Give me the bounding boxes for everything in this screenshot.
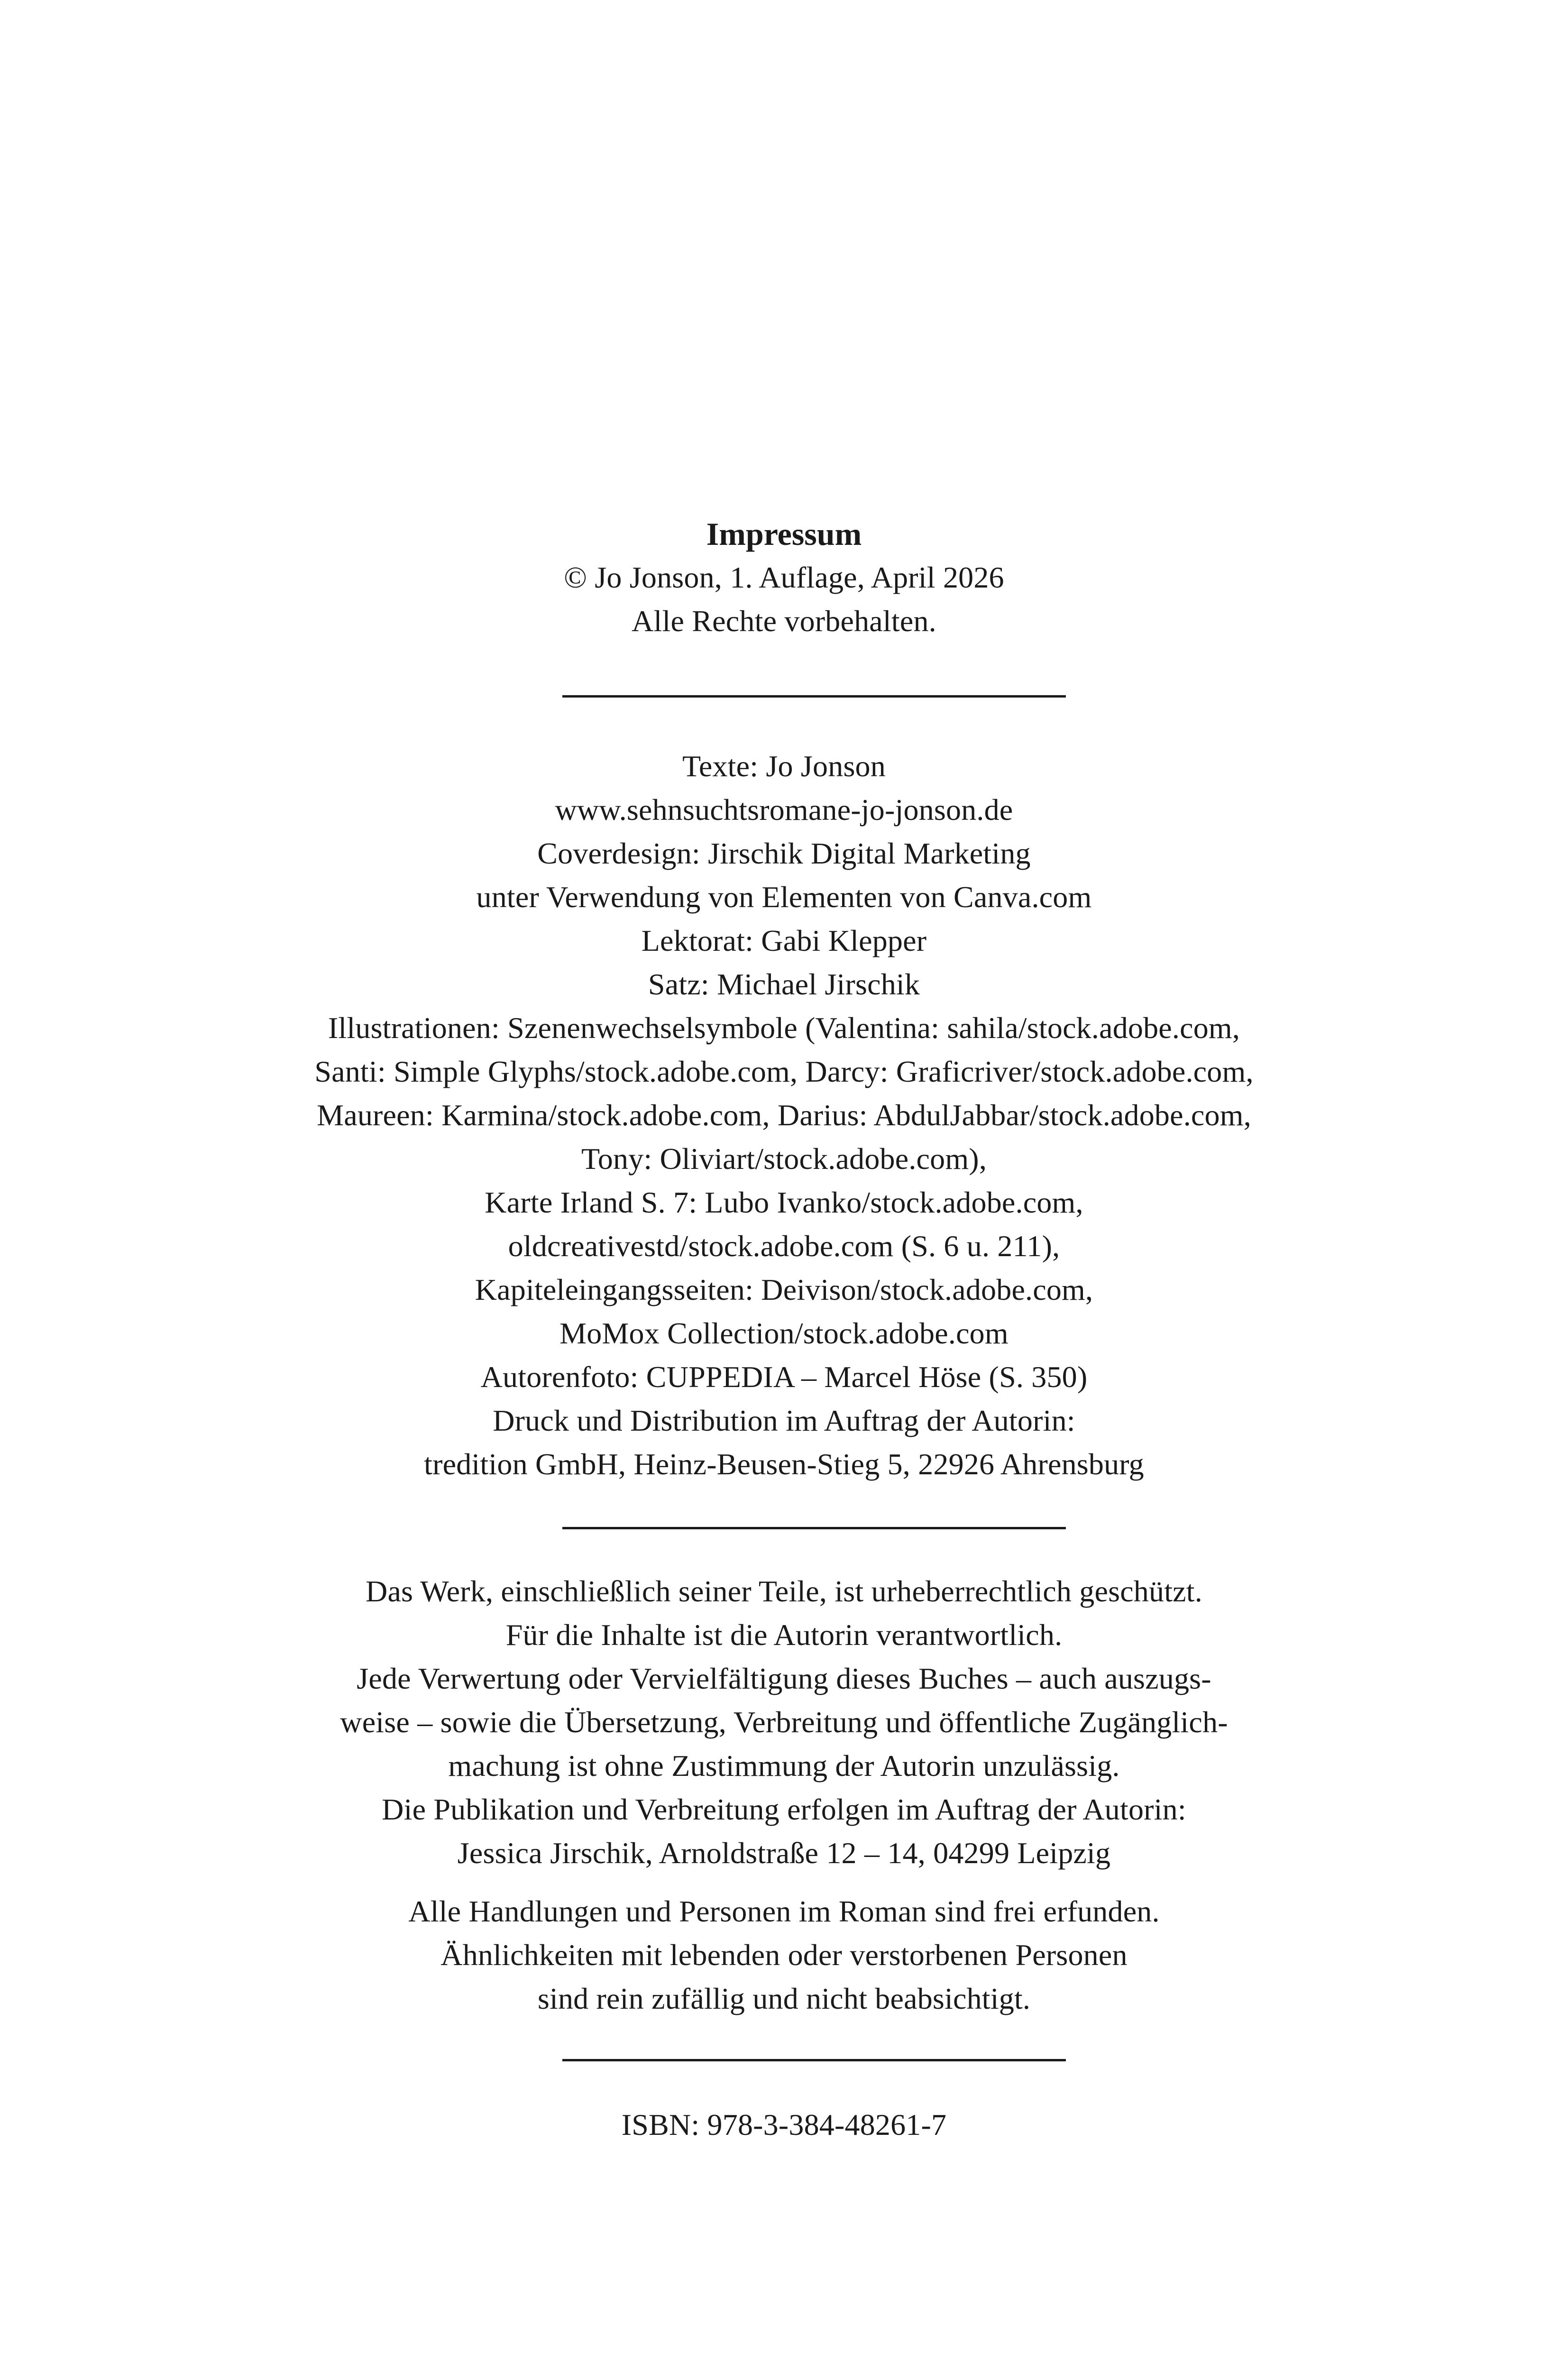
credit-line: unter Verwendung von Elementen von Canva.com bbox=[476, 880, 1092, 914]
disclaimer-section bbox=[0, 1890, 1568, 2021]
credit-line: tredition GmbH, Heinz-Beusen-Stieg 5, 22926 Ahrensburg bbox=[424, 1447, 1144, 1481]
credit-line: Texte: Jo Jonson bbox=[682, 749, 886, 783]
legal-line: Das Werk, einschließlich seiner Teile, ist urheberrechtlich geschützt. bbox=[366, 1574, 1202, 1608]
credit-line: Tony: Oliviart/stock.adobe.com), bbox=[581, 1142, 987, 1176]
rights-reserved-line: Alle Rechte vorbehalten. bbox=[632, 604, 936, 638]
credit-line: Santi: Simple Glyphs/stock.adobe.com, Darcy: Graficriver/stock.adobe.com, bbox=[314, 1055, 1254, 1088]
legal-line: Jede Verwertung oder Vervielfältigung dieses Buches – auch auszugs- bbox=[357, 1662, 1211, 1695]
credit-line: oldcreativestd/stock.adobe.com (S. 6 u. 211), bbox=[508, 1229, 1060, 1263]
credit-line: Coverdesign: Jirschik Digital Marketing bbox=[537, 836, 1031, 870]
divider-rule bbox=[562, 2059, 1066, 2061]
credit-line: www.sehnsuchtsromane-jo-jonson.de bbox=[555, 793, 1013, 827]
divider-rule bbox=[562, 695, 1066, 698]
legal-section bbox=[0, 1570, 1568, 1875]
credit-line: MoMox Collection/stock.adobe.com bbox=[559, 1316, 1009, 1350]
legal-line: Für die Inhalte ist die Autorin verantwortlich. bbox=[505, 1618, 1063, 1652]
credit-line: Autorenfoto: CUPPEDIA – Marcel Höse (S. 350) bbox=[480, 1360, 1088, 1394]
credit-line: Karte Irland S. 7: Lubo Ivanko/stock.adobe.com, bbox=[485, 1186, 1083, 1219]
credit-line: Druck und Distribution im Auftrag der Autorin: bbox=[493, 1404, 1075, 1437]
credits-section bbox=[0, 744, 1568, 1486]
disclaimer-line: Ähnlichkeiten mit lebenden oder verstorbenen Personen bbox=[440, 1938, 1128, 1972]
credit-line: Maureen: Karmina/stock.adobe.com, Darius: AbdulJabbar/stock.adobe.com, bbox=[317, 1098, 1251, 1132]
copyright-line: © Jo Jonson, 1. Auflage, April 2026 bbox=[564, 561, 1004, 594]
disclaimer-line: Alle Handlungen und Personen im Roman sind frei erfunden. bbox=[408, 1894, 1160, 1928]
legal-line: Jessica Jirschik, Arnoldstraße 12 – 14, 04299 Leipzig bbox=[457, 1836, 1111, 1870]
legal-line: Die Publikation und Verbreitung erfolgen im Auftrag der Autorin: bbox=[382, 1792, 1186, 1826]
credit-line: Lektorat: Gabi Klepper bbox=[641, 924, 927, 957]
isbn-line: ISBN: 978-3-384-48261-7 bbox=[621, 2108, 947, 2141]
credit-line: Kapiteleingangsseiten: Deivison/stock.adobe.com, bbox=[475, 1273, 1093, 1306]
disclaimer-line: sind rein zufällig und nicht beabsichtigt. bbox=[537, 1982, 1031, 2015]
imprint-header bbox=[0, 512, 1568, 643]
credit-line: Illustrationen: Szenenwechselsymbole (Valentina: sahila/stock.adobe.com, bbox=[328, 1011, 1240, 1045]
legal-line: weise – sowie die Übersetzung, Verbreitung und öffentliche Zugänglich- bbox=[340, 1705, 1228, 1739]
credit-line: Satz: Michael Jirschik bbox=[648, 967, 920, 1001]
divider-rule bbox=[562, 1527, 1066, 1529]
isbn-section bbox=[0, 2103, 1568, 2147]
legal-line: machung ist ohne Zustimmung der Autorin unzulässig. bbox=[448, 1749, 1120, 1783]
page-title: Impressum bbox=[706, 516, 862, 552]
